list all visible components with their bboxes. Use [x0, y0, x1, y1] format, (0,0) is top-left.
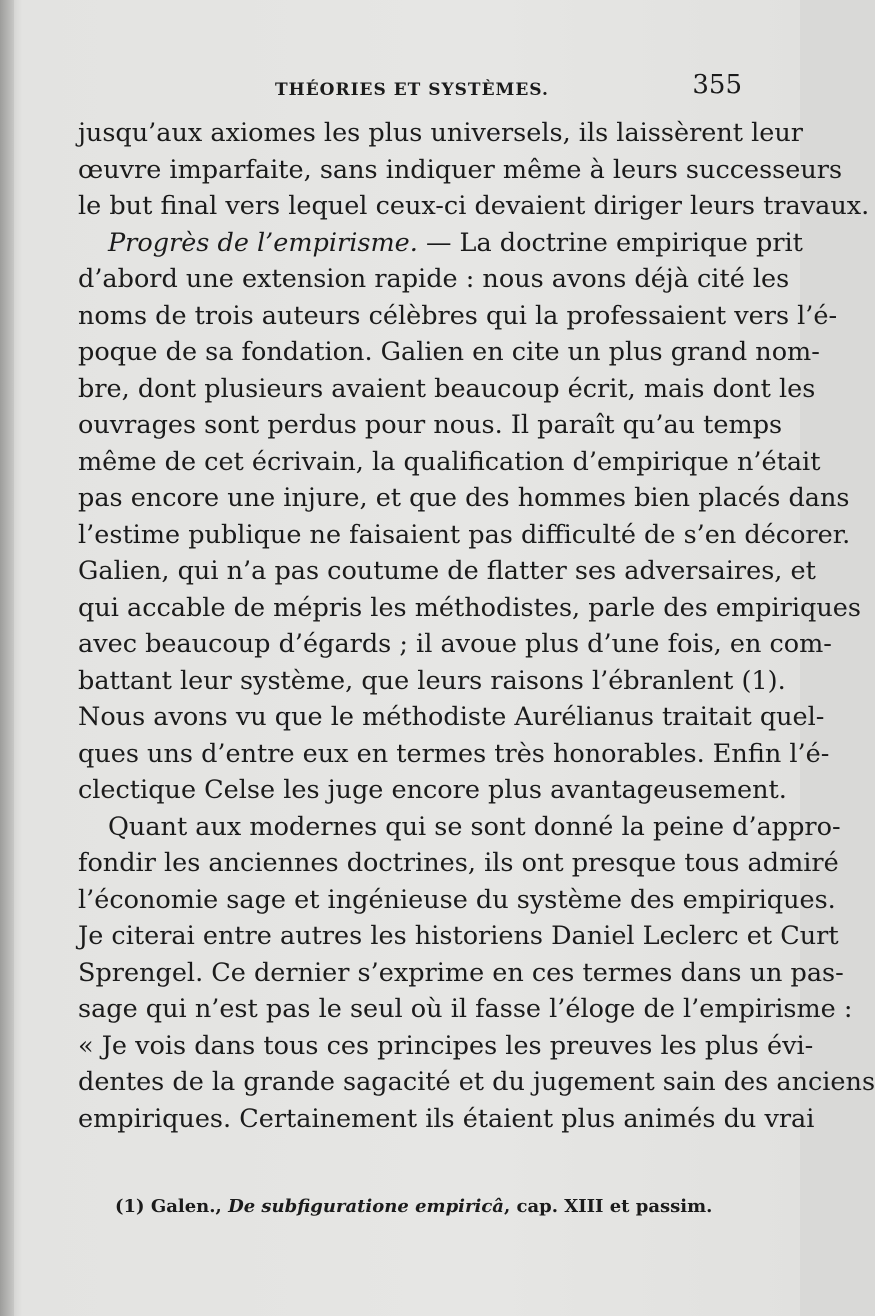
- text-line: l’estime publique ne faisaient pas difficulté de s’en décorer.: [78, 519, 851, 550]
- text-line: bre, dont plusieurs avaient beaucoup écrit, mais dont les: [78, 373, 816, 404]
- text-line: jusqu’aux axiomes les plus universels, ils laissèrent leur: [78, 118, 803, 148]
- text-line: d’abord une extension rapide : nous avons déjà cité les: [78, 264, 790, 294]
- text-line: le but final vers lequel ceux-ci devaient diriger leurs travaux.: [78, 191, 870, 221]
- page-header: [80, 70, 750, 108]
- footnote: [115, 1196, 712, 1217]
- footnote-reference: , cap. XIII et passim.: [503, 1196, 713, 1217]
- text-line: même de cet écrivain, la qualification d’empirique n’était: [78, 446, 821, 477]
- page-number: 355: [692, 70, 742, 100]
- footnote-author: Galen.,: [150, 1196, 222, 1217]
- text-line: Sprengel. Ce dernier s’exprime en ces termes dans un pas-: [78, 957, 844, 988]
- text-line: poque de sa fondation. Galien en cite un plus grand nom-: [78, 337, 820, 367]
- text-line: fondir les anciennes doctrines, ils ont presque tous admiré: [78, 848, 839, 878]
- text-line: Je citerai entre autres les historiens Daniel Leclerc et Curt: [78, 921, 839, 951]
- body-text: [78, 115, 875, 1137]
- text-line: pas encore une injure, et que des hommes bien placés dans: [78, 483, 850, 513]
- text-line: noms de trois auteurs célèbres qui la professaient vers l’é-: [78, 300, 838, 331]
- text-line: qui accable de mépris les méthodistes, parle des empiriques: [78, 592, 861, 623]
- text-line: l’économie sage et ingénieuse du système des empiriques.: [78, 884, 836, 915]
- text-line: sage qui n’est pas le seul où il fasse l’éloge de l’empirisme :: [78, 994, 853, 1024]
- section-line-text: — La doctrine empirique prit: [425, 227, 803, 258]
- text-line: Galien, qui n’a pas coutume de flatter ses adversaires, et: [78, 556, 816, 586]
- text-line: ques uns d’entre eux en termes très honorables. Enfin l’é-: [78, 738, 830, 769]
- text-line: clectique Celse les juge encore plus avantageusement.: [78, 775, 787, 805]
- text-line: œuvre imparfaite, sans indiquer même à leurs successeurs: [78, 154, 843, 185]
- footnote-title: De subfiguratione empiricâ: [228, 1196, 504, 1217]
- text-line: [78, 225, 803, 262]
- page-spine-shadow: [0, 0, 14, 1316]
- text-line: « Je vois dans tous ces principes les preuves les plus évi-: [78, 1030, 814, 1061]
- footnote-marker: (1): [115, 1196, 145, 1217]
- running-title: THÉORIES ET SYSTÈMES.: [275, 80, 549, 100]
- text-line: Nous avons vu que le méthodiste Aurélianus traitait quel-: [78, 702, 825, 732]
- text-line: empiriques. Certainement ils étaient plus animés du vrai: [78, 1103, 815, 1134]
- text-line: dentes de la grande sagacité et du jugement sain des anciens: [78, 1067, 875, 1097]
- text-line: avec beaucoup d’égards ; il avoue plus d’une fois, en com-: [78, 629, 832, 659]
- text-line: ouvrages sont perdus pour nous. Il paraît qu’au temps: [78, 410, 783, 440]
- section-heading: Progrès de l’empirisme.: [108, 227, 418, 258]
- text-line: Quant aux modernes qui se sont donné la peine d’appro-: [108, 811, 841, 842]
- text-line: battant leur système, que leurs raisons l’ébranlent (1).: [78, 665, 786, 696]
